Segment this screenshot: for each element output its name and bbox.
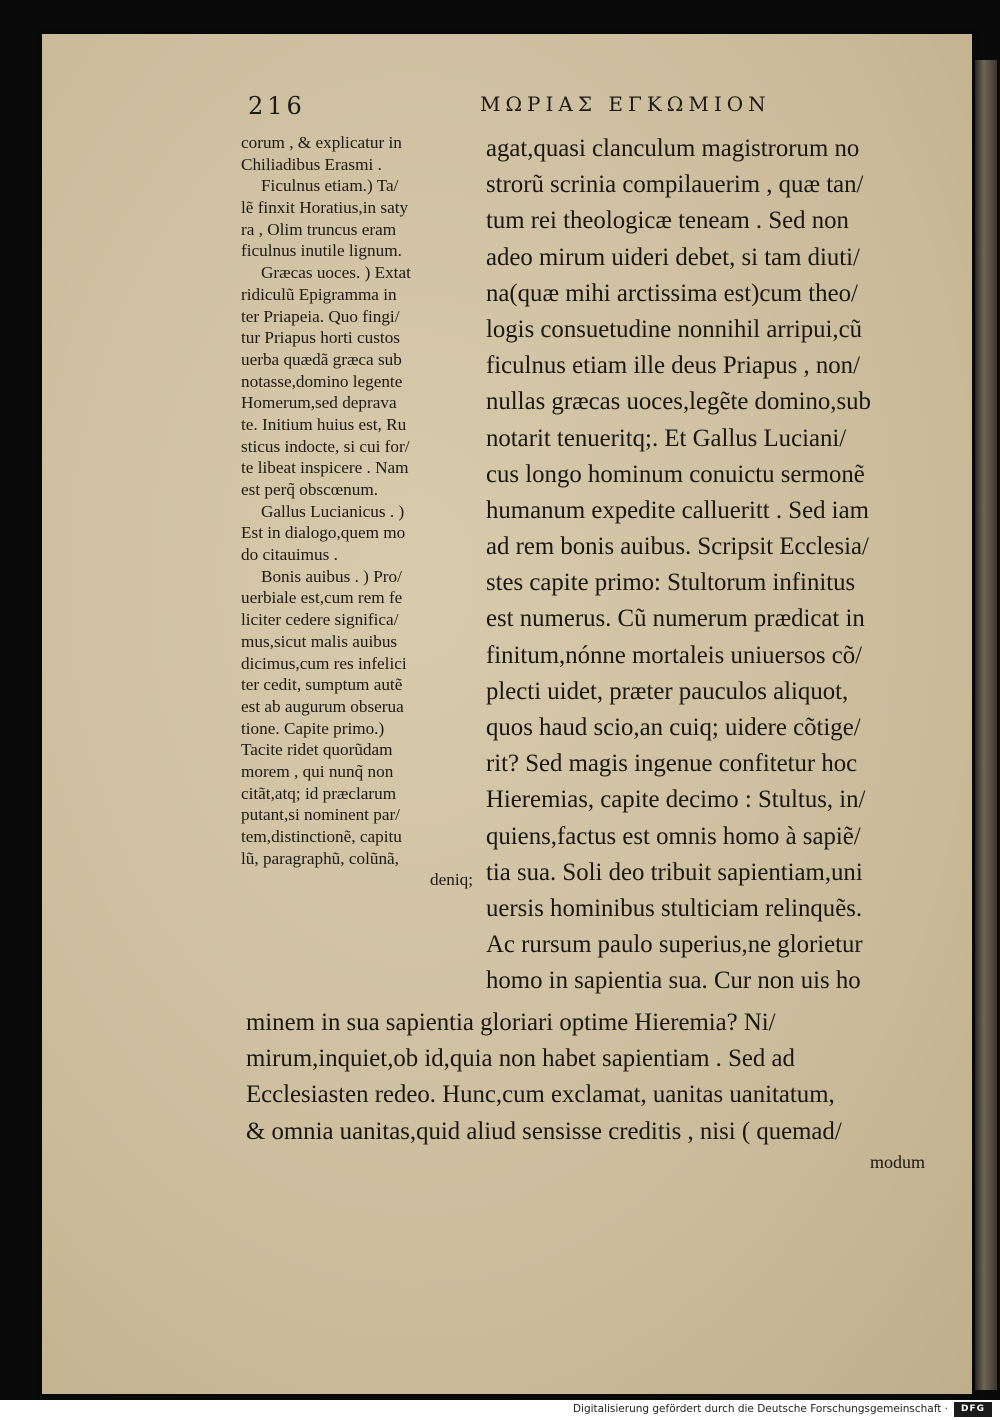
text-line: ficulnus etiam ille deus Priapus , non/ <box>486 352 860 380</box>
note-line: ra , Olim truncus eram <box>241 219 397 239</box>
digitization-footer <box>0 1400 1000 1420</box>
text-line: uersis hominibus stulticiam relinquẽs. <box>486 894 863 922</box>
note-line: do citauimus . <box>241 545 338 565</box>
text-line: rit? Sed magis ingenue confitetur hoc <box>486 750 858 778</box>
text-line: finitum,nónne mortaleis uniuersos cõ/ <box>486 641 863 669</box>
note-line: lẽ finxit Horatius,in saty <box>241 198 409 218</box>
note-line: uerba quædã græca sub <box>241 349 402 369</box>
note-line: dicimus,cum res infelici <box>241 653 407 673</box>
footer-credit: Digitalisierung gefördert durch die Deutsche Forschungsgemeinschaft · <box>572 1403 948 1415</box>
note-line: putant,si nominent par/ <box>241 805 400 825</box>
note-line: mus,sicut malis auibus <box>241 631 398 651</box>
text-line: stes capite primo: Stultorum infinitus <box>486 569 856 597</box>
note-line: te. Initium huius est, Ru <box>241 414 407 434</box>
note-line: sticus indocte, si cui for/ <box>241 436 410 456</box>
text-line: est numerus. Cũ numerum prædicat in <box>486 605 865 633</box>
note-line: morem , qui nunq̃ non <box>241 761 394 781</box>
text-line: quiens,factus est omnis homo à sapiẽ/ <box>486 822 861 850</box>
note-line: ter cedit, sumptum autẽ <box>241 675 403 695</box>
catchword: modum <box>870 1152 926 1172</box>
text-line: tia sua. Soli deo tribuit sapientiam,uni <box>486 858 863 886</box>
main-text-column <box>486 131 966 1000</box>
text-line: plecti uidet, præter pauculos aliquot, <box>486 677 849 705</box>
text-line: ad rem bonis auibus. Scripsit Ecclesia/ <box>486 533 869 561</box>
text-line: na(quæ mihi arctissima est)cum theo/ <box>486 279 858 307</box>
note-line: lũ, paragraphũ, colũnã, <box>241 848 399 868</box>
note-line: Gallus Lucianicus . ) <box>261 501 405 521</box>
text-line: Ecclesiasten redeo. Hunc,cum exclamat, uanitas uanitatum, <box>246 1081 835 1109</box>
text-line: tum rei theologicæ teneam . Sed non <box>486 207 849 235</box>
note-line: te libeat inspicere . Nam <box>241 458 409 478</box>
note-line: Chiliadibus Erasmi . <box>241 154 382 174</box>
text-line: homo in sapientia sua. Cur non uis ho <box>486 967 861 995</box>
note-line: est perq̃ obscœnum. <box>241 480 378 499</box>
note-line: tem,distinctionẽ, capitu <box>241 827 402 846</box>
note-line: Est in dialogo,quem mo <box>241 523 406 543</box>
note-line: deniq; <box>430 870 473 890</box>
text-line: cus longo hominum conuictu sermonẽ <box>486 460 865 488</box>
text-line: strorũ scrinia compilauerim , quæ tan/ <box>486 171 864 199</box>
note-line: ter Priapeia. Quo fingi/ <box>241 306 400 326</box>
note-line: Bonis auibus . ) Pro/ <box>261 566 402 586</box>
note-line: ridiculũ Epigramma in <box>241 284 397 304</box>
text-line: agat,quasi clanculum magistrorum no <box>486 135 860 162</box>
note-line: Tacite ridet quorũdam <box>241 740 393 760</box>
note-line: liciter cedere significa/ <box>241 610 399 630</box>
note-line: tur Priapus horti custos <box>241 328 400 348</box>
text-line: logis consuetudine nonnihil arripui,cũ <box>486 315 863 343</box>
text-line: minem in sua sapientia gloriari optime Hieremia? Ni/ <box>246 1009 776 1036</box>
text-line: adeo mirum uideri debet, si tam diuti/ <box>486 243 860 271</box>
note-line: est ab augurum obserua <box>241 696 404 716</box>
note-line: Homerum,sed deprava <box>241 393 397 413</box>
text-line: mirum,inquiet,ob id,quia non habet sapientiam . Sed ad <box>246 1045 795 1073</box>
page-edge <box>975 60 997 1390</box>
note-line: ficulnus inutile lignum. <box>241 241 402 261</box>
running-head <box>248 92 818 126</box>
note-line: corum , & explicatur in <box>241 133 402 152</box>
note-line: Ficulnus etiam.) Ta/ <box>261 176 399 196</box>
note-line: notasse,domino legente <box>241 371 403 391</box>
text-line: quos haud scio,an cuiq; uidere cõtige/ <box>486 714 861 741</box>
marginal-notes <box>241 132 481 891</box>
text-line: notarit tenueritq;. Et Gallus Luciani/ <box>486 424 847 452</box>
note-line: citãt,atq; id præclarum <box>241 783 397 803</box>
dfg-logo: DFG <box>954 1402 992 1417</box>
text-line: nullas græcas uoces,legẽte domino,sub <box>486 388 871 416</box>
note-line: tione. Capite primo.) <box>241 718 385 738</box>
text-line: Ac rursum paulo superius,ne glorietur <box>486 931 863 959</box>
text-line: & omnia uanitas,quid aliud sensisse creditis , nisi ( quemad/ <box>246 1117 842 1145</box>
text-line: Hieremias, capite decimo : Stultus, in/ <box>486 786 866 814</box>
full-width-text <box>246 1005 966 1150</box>
note-line: Græcas uoces. ) Extat <box>261 263 411 283</box>
text-line: humanum expedite callueritt . Sed iam <box>486 496 869 524</box>
folio-number: 216 <box>248 92 306 120</box>
note-line: uerbiale est,cum rem fe <box>241 588 403 608</box>
running-title: ΜΩΡΙΑΣ ΕΓΚΩΜΙΟΝ <box>480 92 771 116</box>
